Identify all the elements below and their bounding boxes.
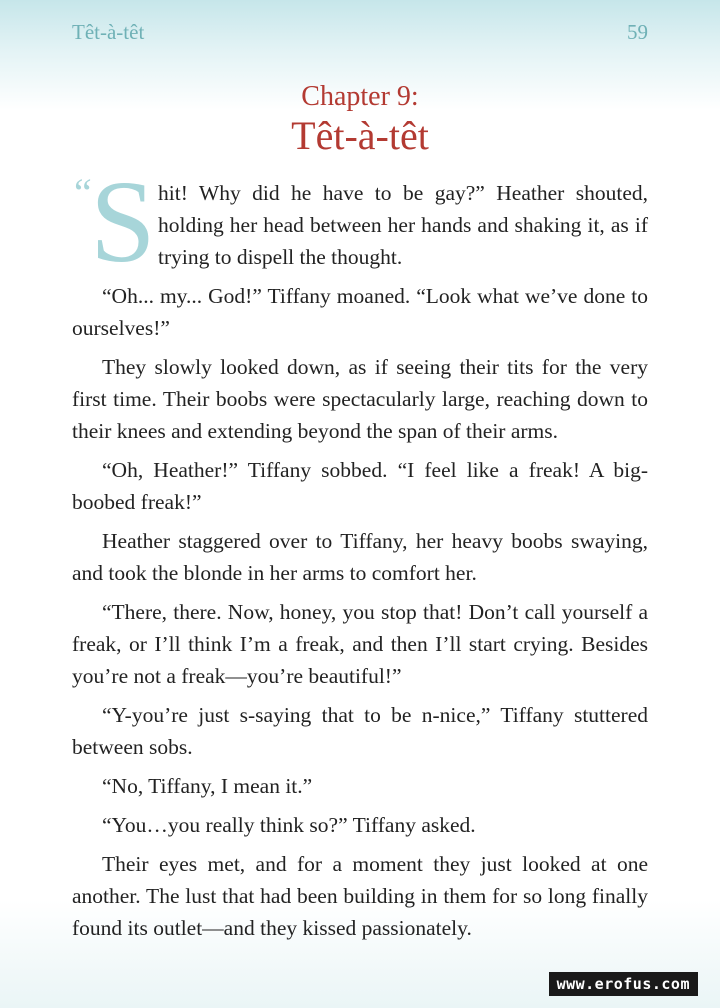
drop-cap: S: [90, 156, 156, 287]
chapter-label: Chapter 9:: [301, 81, 419, 112]
paragraph: “Oh... my... God!” Tiffany moaned. “Look what we’ve done to ourselves!”: [72, 284, 648, 340]
chapter-body: [72, 156, 648, 951]
site-watermark: www.erofus.com: [549, 972, 698, 996]
paragraph: Their eyes met, and for a moment they just looked at one another. The lust that had been building in them for so long finally found its outlet—and they kissed passionately.: [72, 852, 648, 940]
chapter-title: Têt-à-têt: [291, 113, 429, 158]
paragraph: “Y-you’re just s-saying that to be n-nice,” Tiffany stuttered between sobs.: [72, 703, 648, 759]
paragraph: They slowly looked down, as if seeing their tits for the very first time. Their boobs were spectacularly large, reaching down to their knees and extending beyond the span of their arms.: [72, 355, 648, 443]
opening-quote-mark: “: [74, 170, 92, 215]
chapter-heading: [72, 80, 648, 158]
opening-text: hit! Why did he have to be gay?” Heather shouted, holding her head between her hands and shaking it, as if trying to dispell the thought.: [158, 181, 648, 269]
paragraph: Heather staggered over to Tiffany, her heavy boobs swaying, and took the blonde in her arms to comfort her.: [72, 529, 648, 585]
page-number: 59: [627, 20, 648, 44]
paragraph: “There, there. Now, honey, you stop that! Don’t call yourself a freak, or I’ll think I’m a freak, and then I’ll start crying. Besides you’re not a freak—you’re beautiful!”: [72, 600, 648, 688]
paragraph: “Oh, Heather!” Tiffany sobbed. “I feel like a freak! A big-boobed freak!”: [72, 458, 648, 514]
paragraph: “No, Tiffany, I mean it.”: [102, 774, 313, 798]
opening-paragraph: [72, 156, 648, 287]
paragraph: “You…you really think so?” Tiffany asked.: [102, 813, 476, 837]
running-head: [72, 20, 648, 50]
running-head-title: Têt-à-têt: [72, 20, 145, 44]
